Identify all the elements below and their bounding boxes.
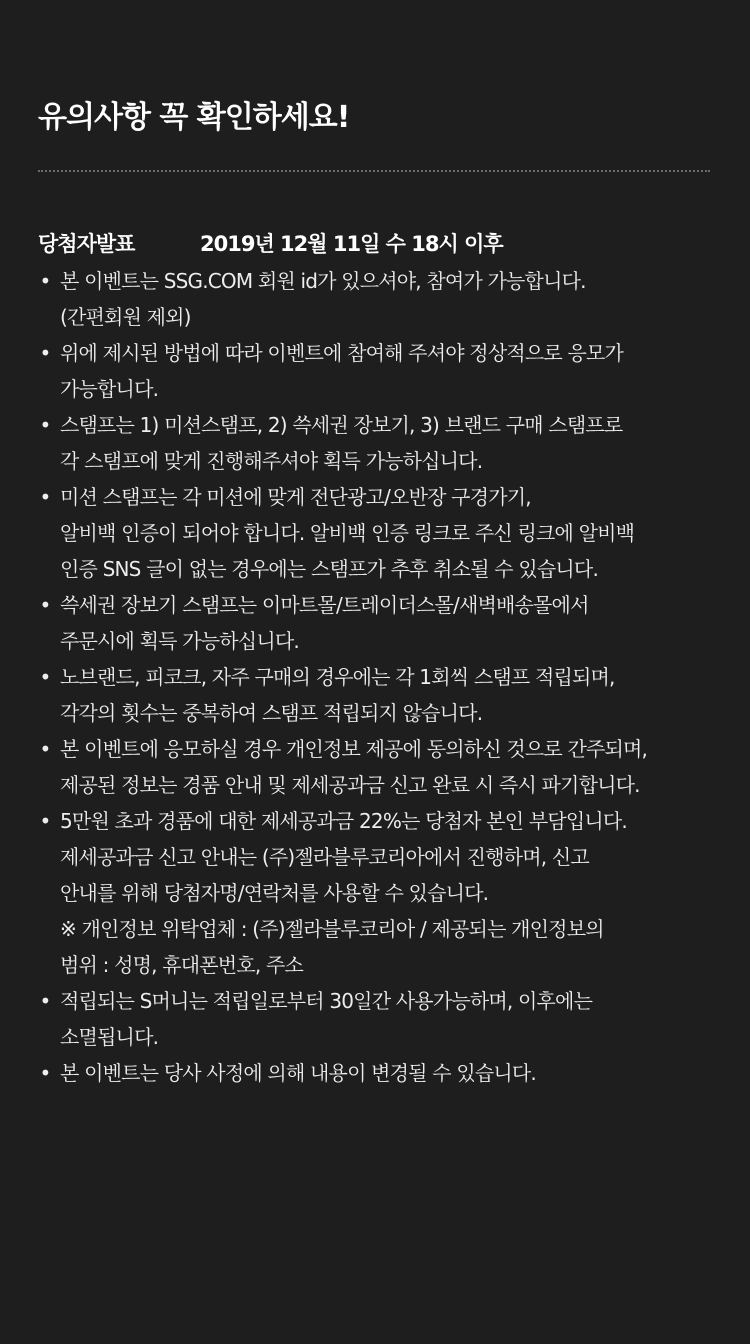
notice-line: 본 이벤트는 당사 사정에 의해 내용이 변경될 수 있습니다. bbox=[60, 1061, 536, 1085]
notice-line: 인증 SNS 글이 없는 경우에는 스탬프가 추후 취소될 수 있습니다. bbox=[60, 557, 599, 581]
notice-line: 소멸됩니다. bbox=[60, 1025, 159, 1049]
notice-item bbox=[38, 659, 738, 731]
notice-line: 본 이벤트는 SSG.COM 회원 id가 있으셔야, 참여가 가능합니다. bbox=[60, 269, 586, 293]
bullet-icon: • bbox=[39, 269, 51, 293]
notice-line: 미션 스탬프는 각 미션에 맞게 전단광고/오반장 구경가기, bbox=[60, 485, 531, 509]
notice-line: 노브랜드, 피코크, 자주 구매의 경우에는 각 1회씩 스탬프 적립되며, bbox=[60, 665, 615, 689]
notice-line: 본 이벤트에 응모하실 경우 개인정보 제공에 동의하신 것으로 간주되며, bbox=[60, 737, 648, 761]
notice-line: 제세공과금 신고 안내는 (주)젤라블루코리아에서 진행하며, 신고 bbox=[60, 845, 589, 869]
announcement-label: 당첨자발표 bbox=[38, 232, 135, 256]
notice-line: (간편회원 제외) bbox=[60, 305, 191, 329]
notice-item bbox=[38, 803, 738, 983]
bullet-icon: • bbox=[39, 737, 51, 761]
page-title: 유의사항 꼭 확인하세요! bbox=[38, 100, 350, 135]
notice-line: 가능합니다. bbox=[60, 377, 159, 401]
notice-line: 각각의 횟수는 중복하여 스탬프 적립되지 않습니다. bbox=[60, 701, 483, 725]
notice-line: 적립되는 S머니는 적립일로부터 30일간 사용가능하며, 이후에는 bbox=[60, 989, 593, 1013]
notice-line: 5만원 초과 경품에 대한 제세공과금 22%는 당첨자 본인 부담입니다. bbox=[60, 809, 627, 833]
dotted-divider bbox=[38, 170, 710, 172]
notice-item bbox=[38, 1055, 738, 1091]
notice-item bbox=[38, 731, 738, 803]
bullet-icon: • bbox=[39, 1061, 51, 1085]
winner-announcement bbox=[38, 228, 503, 258]
bullet-icon: • bbox=[39, 341, 51, 365]
notice-line: 각 스탬프에 맞게 진행해주셔야 획득 가능하십니다. bbox=[60, 449, 483, 473]
bullet-icon: • bbox=[39, 485, 51, 509]
bullet-icon: • bbox=[39, 665, 51, 689]
bullet-icon: • bbox=[39, 809, 51, 833]
notice-line: 알비백 인증이 되어야 합니다. 알비백 인증 링크로 주신 링크에 알비백 bbox=[60, 521, 635, 545]
notice-item bbox=[38, 407, 738, 479]
notice-line: 스탬프는 1) 미션스탬프, 2) 쓱세권 장보기, 3) 브랜드 구매 스탬프로 bbox=[60, 413, 623, 437]
bullet-icon: • bbox=[39, 593, 51, 617]
notice-item bbox=[38, 479, 738, 587]
notice-list bbox=[38, 263, 738, 1091]
notice-line: 제공된 정보는 경품 안내 및 제세공과금 신고 완료 시 즉시 파기합니다. bbox=[60, 773, 640, 797]
notice-line: 범위 : 성명, 휴대폰번호, 주소 bbox=[60, 953, 304, 977]
notice-line: 주문시에 획득 가능하십니다. bbox=[60, 629, 299, 653]
notice-line: ※ 개인정보 위탁업체 : (주)젤라블루코리아 / 제공되는 개인정보의 bbox=[60, 917, 604, 941]
notice-line: 안내를 위해 당첨자명/연락처를 사용할 수 있습니다. bbox=[60, 881, 489, 905]
announcement-date: 2019년 12월 11일 수 18시 이후 bbox=[200, 232, 503, 256]
notice-item bbox=[38, 263, 738, 335]
notice-item bbox=[38, 587, 738, 659]
notice-item bbox=[38, 335, 738, 407]
bullet-icon: • bbox=[39, 989, 51, 1013]
notice-item bbox=[38, 983, 738, 1055]
bullet-icon: • bbox=[39, 413, 51, 437]
notice-line: 위에 제시된 방법에 따라 이벤트에 참여해 주셔야 정상적으로 응모가 bbox=[60, 341, 624, 365]
notice-line: 쓱세권 장보기 스탬프는 이마트몰/트레이더스몰/새벽배송몰에서 bbox=[60, 593, 589, 617]
